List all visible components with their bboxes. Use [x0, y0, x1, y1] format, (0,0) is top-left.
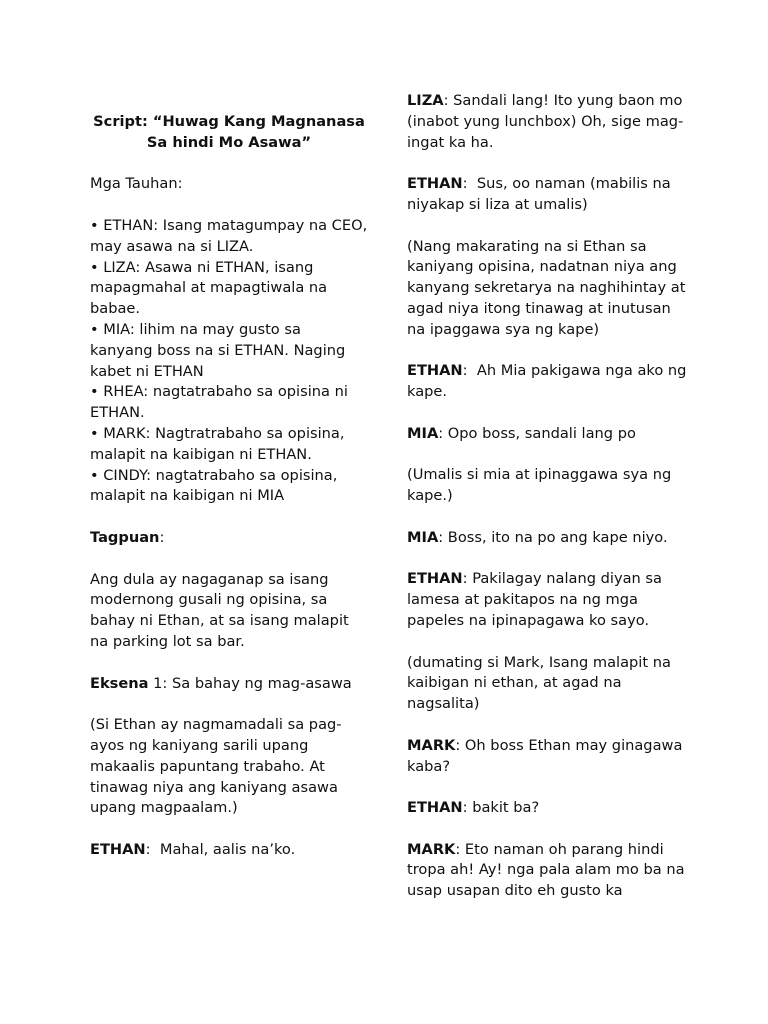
dialogue-text: : Opo boss, sandali lang po [438, 424, 636, 442]
dialogue-line [90, 840, 368, 861]
speaker-name: MIA [407, 528, 439, 546]
cast-item-mia: • MIA: lihim na may gusto sa kanyang boss na si ETHAN. Naging kabet ni ETHAN [90, 320, 350, 380]
scene-heading [90, 674, 368, 695]
dialogue-line [407, 91, 687, 153]
dialogue-text: : Oh boss Ethan may ginagawa kaba? [407, 736, 688, 775]
cast-item-cindy: • CINDY: nagtatrabaho sa opisina, malapit na kaibigan ni MIA [90, 466, 342, 505]
cast-heading: Mga Tauhan: [90, 175, 183, 193]
cast-item-ethan: • ETHAN: Isang matagumpay na CEO, may asawa na si LIZA. [90, 216, 372, 255]
speaker-name: ETHAN [90, 840, 146, 858]
dialogue-text: : Sus, oo naman (mabilis na niyakap si liza at umalis) [407, 175, 676, 213]
stage-direction: (Umalis si mia at ipinaggawa sya ng kape.) [407, 466, 676, 505]
dialogue-line [407, 174, 687, 216]
dialogue-text: : Mahal, aalis na’ko. [145, 840, 296, 858]
speaker-name: MARK [407, 840, 456, 858]
stage-direction: (dumating si Mark, Isang malapit na kaibigan ni ethan, at agad na nagsalita) [407, 653, 676, 713]
speaker-name: ETHAN [407, 175, 463, 193]
dialogue-line [407, 736, 687, 778]
speaker-name: ETHAN [407, 362, 463, 380]
speaker-name: MARK [407, 736, 456, 754]
cast-list [90, 216, 372, 507]
dialogue-line [407, 798, 687, 819]
speaker-name: MIA [407, 424, 439, 442]
dialogue-text: : Ah Mia pakigawa nga ako ng kape. [407, 362, 692, 401]
stage-direction: (Nang makarating na si Ethan sa kaniyang opisina, nadatnan niya ang kanyang sekretarya na naghihintay at agad niya itong tinawag at inutusan na ipaggawa sya ng kape) [407, 237, 691, 338]
left-column [90, 91, 372, 861]
dialogue-line [407, 569, 687, 631]
scene-label: Eksena [90, 674, 149, 692]
speaker-name: LIZA [407, 92, 444, 109]
cast-item-liza: • LIZA: Asawa ni ETHAN, isang mapagmahal at mapagtiwala na babae. [90, 258, 332, 318]
dialogue-text: : Eto naman oh parang hindi tropa ah! Ay! nga pala alam mo ba na usap usapan dito eh gusto ka [407, 840, 690, 900]
dialogue-line [407, 361, 692, 403]
dialogue-text: : Sandali lang! Ito yung baon mo (inabot yung lunchbox) Oh, sige mag-ingat ka ha. [407, 92, 688, 151]
speaker-name: ETHAN [407, 799, 463, 817]
setting-heading [90, 528, 368, 549]
speaker-name: ETHAN [407, 570, 463, 588]
dialogue-text: : Pakilagay nalang diyan sa lamesa at pakitapos na ng mga papeles na ipinapagawa ko sayo. [407, 570, 667, 629]
stage-direction: (Si Ethan ay nagmamadali sa pag-ayos ng kaniyang sarili upang makaalis papuntang trabaho. At tinawag niya ang kaniyang asawa upang magpaalam.) [90, 716, 343, 817]
dialogue-text: : Boss, ito na po ang kape niyo. [438, 528, 668, 546]
setting-colon: : [159, 528, 165, 546]
dialogue-line [407, 424, 687, 445]
setting-text: Ang dula ay nagaganap sa isang modernong gusali ng opisina, sa bahay ni Ethan, at sa isang malapit na parking lot sa bar. [90, 570, 354, 650]
scene-text: 1: Sa bahay ng mag-asawa [148, 674, 352, 692]
dialogue-line [407, 840, 690, 902]
setting-label: Tagpuan [90, 528, 160, 546]
script-title: Script: “Huwag Kang Magnanasa Sa hindi Mo Asawa” [93, 113, 365, 151]
cast-item-mark: • MARK: Nagtratrabaho sa opisina, malapit na kaibigan ni ETHAN. [90, 424, 350, 463]
dialogue-text: : bakit ba? [462, 799, 540, 817]
cast-item-rhea: • RHEA: nagtatrabaho sa opisina ni ETHAN. [90, 383, 353, 422]
dialogue-line [407, 528, 687, 549]
right-column [407, 91, 692, 902]
